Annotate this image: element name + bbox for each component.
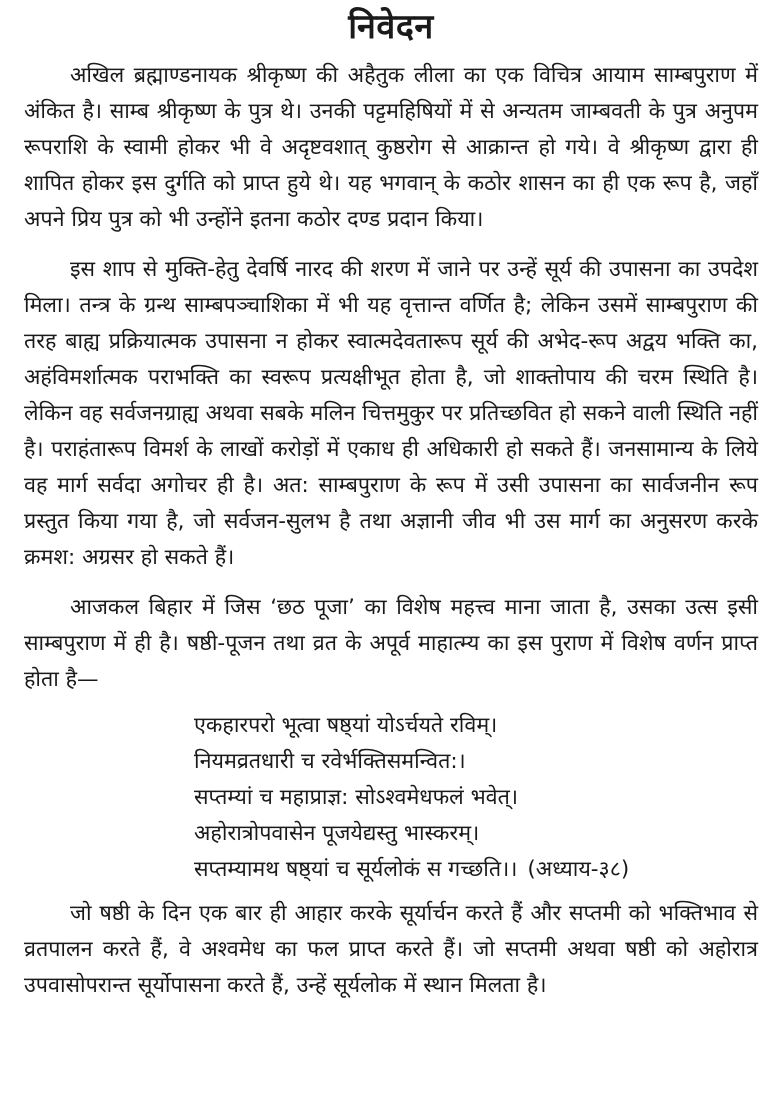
verse-line-last	[194, 852, 758, 888]
verse-line: एकहारपरो भूत्वा षष्ठ्यां योऽर्चयते रविम्।	[194, 713, 498, 738]
verse-text: सप्तम्यामथ षष्ठ्यां च सूर्यलोकं स गच्छति।।	[194, 857, 518, 882]
sanskrit-verses	[194, 708, 758, 888]
paragraph-intro: अखिल ब्रह्माण्डनायक श्रीकृष्ण की अहैतुक लीला का एक विचित्र आयाम साम्बपुराण में अंकित है। साम्ब श्रीकृष्ण के पुत्र थे। उनकी पट्टमहिषियों में से अन्यतम जाम्बवती के पुत्र अनुपम रूपराशि के स्वामी होकर भी वे अदृष्टवशात् कुष्ठरोग से आक्रान्त हो गये। वे श्रीकृष्ण द्वारा ही शापित होकर इस दुर्गति को प्राप्त हुये थे। यह भगवान् के कठोर शासन का ही एक रूप है, जहाँ अपने प्रिय पुत्र को भी उन्होंने इतना कठोर दण्ड प्रदान किया।	[24, 63, 758, 232]
paragraph-upasana: इस शाप से मुक्ति-हेतु देवर्षि नारद की शरण में जाने पर उन्हें सूर्य की उपासना का उपदेश मिला। तन्त्र के ग्रन्थ साम्बपञ्चाशिका में भी यह वृत्तान्त वर्णित है; लेकिन उसमें साम्बपुराण की तरह बाह्य प्रक्रियात्मक उपासना न होकर स्वात्मदेवतारूप सूर्य की अभेद-रूप अद्वय भक्ति का, अहंविमर्शात्मक पराभक्ति का स्वरूप प्रत्यक्षीभूत होता है, जो शाक्तोपाय की चरम स्थिति है। लेकिन वह सर्वजनग्राह्य अथवा सबके मलिन चित्तमुकुर पर प्रतिच्छवित हो सकने वाली स्थिति नहीं है। पराहंतारूप विमर्श के लाखों करोड़ों में एकाध ही अधिकारी हो सकते हैं। जनसामान्य के लिये वह मार्ग सर्वदा अगोचर ही है। अत: साम्बपुराण के रूप में उसी उपासना का सार्वजनीन रूप प्रस्तुत किया गया है, जो सर्वजन-सुलभ है तथा अज्ञानी जीव भी उस मार्ग का अनुसरण करके क्रमश: अग्रसर हो सकते हैं।	[24, 257, 758, 570]
paragraph-closing: जो षष्ठी के दिन एक बार ही आहार करके सूर्यार्चन करते हैं और सप्तमी को भक्तिभाव से व्रतपालन करते हैं, वे अश्वमेध का फल प्राप्त करते हैं। जो सप्तमी अथवा षष्ठी को अहोरात्र उपवासोपरान्त सूर्योपासना करते हैं, उन्हें सूर्यलोक में स्थान मिलता है।	[24, 901, 758, 998]
verse-line: सप्तम्यां च महाप्राज्ञ: सोऽश्वमेधफलं भवेत्।	[194, 785, 519, 810]
verse-line: अहोरात्रोपवासेन पूजयेद्यस्तु भास्करम्।	[194, 821, 480, 846]
paragraph-chhath-puja: आजकल बिहार में जिस ‘छठ पूजा’ का विशेष महत्त्व माना जाता है, उसका उत्स इसी साम्बपुराण में ही है। षष्ठी-पूजन तथा व्रत के अपूर्व माहात्म्य का इस पुराण में विशेष वर्णन प्राप्त होता है—	[24, 595, 758, 692]
page-title: निवेदन	[348, 7, 434, 47]
verse-reference: (अध्याय-३८)	[527, 857, 630, 882]
verse-line: नियमव्रतधारी च रवेर्भक्तिसमन्वित:।	[194, 749, 466, 774]
